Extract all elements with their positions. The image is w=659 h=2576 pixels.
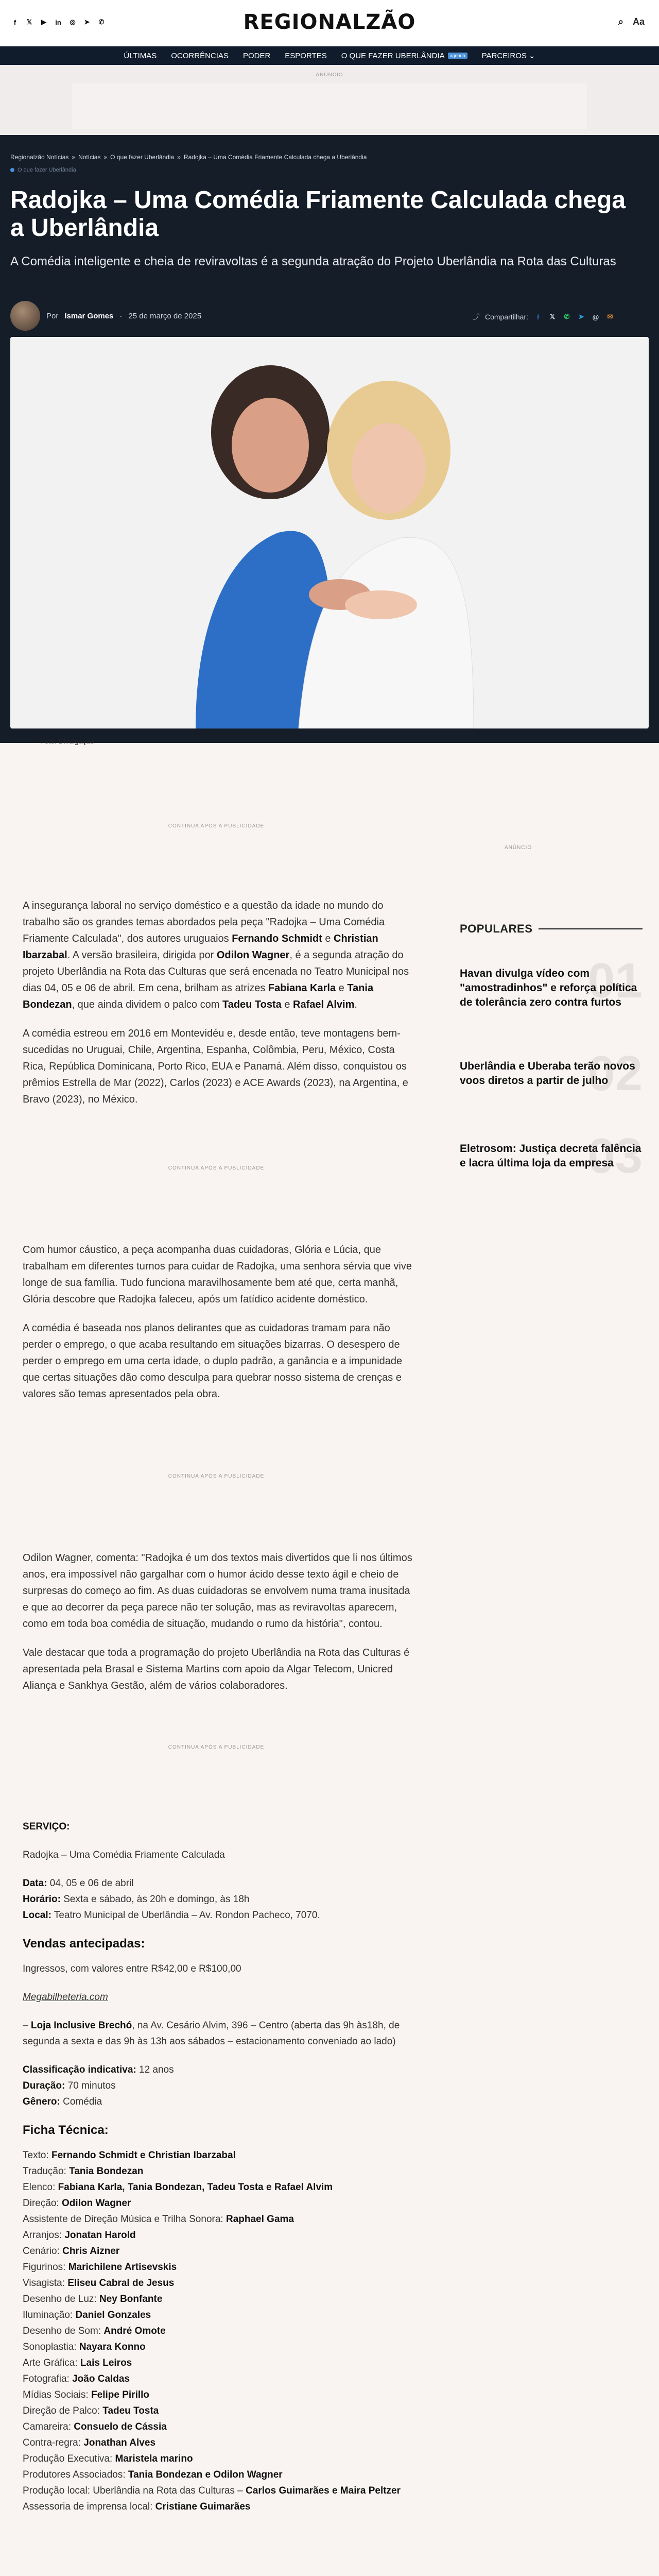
article-title: Radojka – Uma Comédia Friamente Calculada chega a Uberlândia — [10, 187, 626, 242]
ficha-person: Cristiane Guimarães — [155, 2501, 251, 2512]
ficha-row — [23, 2387, 414, 2403]
main-nav — [0, 46, 659, 65]
article-paragraph: Vale destacar que toda a programação do projeto Uberlândia na Rota das Culturas é apresentada pela Brasal e Sistema Martins com apoio da Algar Telecom, Unicred Aliança e Sankhya Gestão, além de vários colaboradores. — [23, 1647, 410, 1691]
ficha-role: Produção Executiva: — [23, 2453, 113, 2464]
bold-name: Fabiana Karla — [268, 982, 336, 994]
duracao-value: 70 minutos — [67, 2080, 116, 2091]
ficha-row — [23, 2291, 414, 2307]
duracao-label: Duração: — [23, 2080, 65, 2091]
publish-date: 25 de março de 2025 — [128, 311, 202, 320]
ficha-row — [23, 2419, 414, 2435]
site-logo[interactable]: REGIONALZÃO — [243, 10, 416, 34]
telegram-icon[interactable]: ➤ — [84, 18, 90, 26]
ficha-person: Tania Bondezan — [69, 2166, 144, 2177]
ficha-row — [23, 2163, 414, 2179]
service-heading-text: SERVIÇO: — [23, 1821, 70, 1832]
ficha-person: Carlos Guimarães e Maira Peltzer — [246, 2485, 401, 2496]
ficha-row — [23, 2371, 414, 2387]
ficha-row — [23, 2275, 414, 2291]
service-details — [23, 1875, 414, 1923]
threads-share-icon[interactable]: @ — [592, 313, 599, 321]
ficha-role: Fotografia: — [23, 2374, 70, 2384]
ficha-person: Ney Bonfante — [99, 2294, 163, 2304]
ficha-person: Fabiana Karla, Tania Bondezan, Tadeu Tosta e Rafael Alvim — [58, 2182, 333, 2193]
popular-rank: 02 — [587, 1046, 643, 1101]
nav-item-label: O QUE FAZER UBERLÂNDIA — [341, 51, 445, 60]
category-tag[interactable] — [10, 167, 76, 173]
ficha-role: Mídias Sociais: — [23, 2389, 89, 2400]
ingressos-text: Ingressos, com valores entre R$42,00 e R$100,00 — [23, 1963, 241, 1974]
article-paragraph: Odilon Wagner, comenta: "Radojka é um dos textos mais divertidos que li nos últimos anos, era impossível não gargalhar com o humor ácido desse texto ágil e cheio de surpresas do começo ao fim. As duas cuidadoras se envolvem numa trama inusitada e que ao decorrer da peça parece não ter solução, mas as reviravoltas aparecem, como em toda boa comédia de situação, mudando o rumo da história", contou. — [23, 1552, 412, 1630]
x-share-icon[interactable]: 𝕏 — [549, 313, 556, 320]
ficha-row — [23, 2403, 414, 2419]
font-size-toggle[interactable]: Aa — [632, 16, 645, 27]
vendas-heading: Vendas antecipadas: — [23, 1937, 145, 1951]
article-subtitle: A Comédia inteligente e cheia de reviravoltas é a segunda atração do Projeto Uberlândia na Rota das Culturas — [10, 255, 616, 268]
ad-label: ANÚNCIO — [316, 72, 343, 78]
genero-label: Gênero: — [23, 2096, 60, 2107]
article-paragraph: A comédia estreou em 2016 em Montevidéu e, desde então, teve montagens bem-sucedidas no Uruguai, Chile, Argentina, Espanha, Colômbia, Peru, México, Costa Rica, República Dominicana, Porto Rico, EUA e Panamá. Além disso, conquistou os prêmios Estrella de Mar (2022), Carlos (2023) e ACE Awards (2023), na Argentina, e Bravo (2023), no México. — [23, 1028, 408, 1105]
article-paragraph: Com humor cáustico, a peça acompanha duas cuidadoras, Glória e Lúcia, que trabalham em diferentes turnos para cuidar de Radojka, uma senhora sérvia que vive longe de sua família. Tudo funciona maravilhosamente bem até que, certa manhã, Glória descobre que Radojka faleceu, após um fatídico acidente doméstico. — [23, 1244, 412, 1305]
whatsapp-share-icon[interactable]: ✆ — [564, 313, 570, 320]
popular-title[interactable]: Havan divulga vídeo com "amostradinhos" e reforça política de tolerância zero contra furtos — [460, 968, 637, 1008]
share-label: Compartilhar: — [484, 313, 528, 321]
ficha-row — [23, 2451, 414, 2467]
popular-sidebar — [460, 922, 643, 1214]
bold-name: Fernando Schmidt — [232, 933, 322, 944]
heading-rule — [539, 928, 643, 929]
nav-item-parceiros[interactable]: PARCEIROS ⌄ — [481, 52, 535, 60]
ficha-role: Desenho de Luz: — [23, 2294, 97, 2304]
ficha-role: Tradução: — [23, 2166, 66, 2177]
email-share-icon[interactable]: ✉ — [607, 313, 613, 320]
bold-name: Christian Ibarzabal — [23, 933, 378, 961]
article-paragraph: A insegurança laboral no serviço doméstico e a questão da idade no mundo do trabalho são os grandes temas abordados pela peça "Radojka – Uma Comédia Friamente Calculada", dos autores uruguaios Fernando Schmidt e Christian Ibarzabal. A versão brasileira, dirigida por Odilon Wagner, é a segunda atração do projeto Uberlândia na Rota das Culturas que será encenada no Teatro Municipal nos dias 04, 05 e 06 de abril. Em cena, brilham as atrizes Fabiana Karla e Tania Bondezan, que ainda dividem o palco com Tadeu Tosta e Rafael Alvim. — [23, 900, 409, 1010]
facebook-icon[interactable]: f — [13, 18, 16, 26]
ficha-role: Produtores Associados: — [23, 2469, 126, 2480]
ficha-role: Sonoplastia: — [23, 2342, 77, 2352]
classificacao-block — [23, 2062, 414, 2110]
ficha-row — [23, 2147, 414, 2163]
breadcrumb-category[interactable]: O que fazer Uberlândia — [110, 154, 175, 161]
breadcrumb — [10, 154, 367, 161]
ficha-person: Maristela marino — [115, 2453, 193, 2464]
service-heading — [23, 1819, 414, 1835]
facebook-share-icon[interactable]: f — [536, 313, 540, 321]
bold-name: Tania Bondezan — [23, 982, 374, 1010]
dot-icon — [10, 168, 14, 172]
ad-label: ANÚNCIO — [505, 845, 532, 851]
nav-item-ocorrencias[interactable]: OCORRÊNCIAS — [171, 51, 229, 60]
ticket-link[interactable]: Megabilheteria.com — [23, 1992, 108, 2003]
sidebar-heading-text: POPULARES — [460, 922, 533, 935]
service-show: Radojka – Uma Comédia Friamente Calculada — [23, 1850, 225, 1860]
bold-name: Rafael Alvim — [293, 999, 355, 1010]
ficha-person: Daniel Gonzales — [75, 2310, 151, 2320]
ficha-role: Visagista: — [23, 2278, 65, 2289]
popular-rank: 03 — [587, 1128, 643, 1183]
ficha-role: Cenário: — [23, 2246, 60, 2257]
continue-label: CONTINUA APÓS A PUBLICIDADE — [168, 1744, 265, 1750]
ficha-person: Consuelo de Cássia — [74, 2421, 167, 2432]
breadcrumb-noticias[interactable]: Notícias — [78, 154, 101, 161]
author-avatar[interactable] — [10, 301, 40, 331]
ficha-row — [23, 2243, 414, 2259]
breadcrumb-sep: » — [103, 154, 108, 161]
whatsapp-icon[interactable]: ✆ — [98, 18, 105, 26]
local-label: Local: — [23, 1910, 51, 1921]
article-body — [23, 1550, 414, 1706]
breadcrumb-sep: » — [177, 154, 181, 161]
ficha-row — [23, 2211, 414, 2227]
bold-name: Tadeu Tosta — [222, 999, 282, 1010]
nav-item-o-que-fazer[interactable] — [341, 52, 467, 60]
share-bar — [473, 312, 615, 322]
classificacao-label: Classificação indicativa: — [23, 2064, 136, 2075]
ficha-person: Chris Aizner — [62, 2246, 120, 2257]
ficha-role: Figurinos: — [23, 2262, 66, 2273]
ficha-person: Fernando Schmidt e Christian Ibarzabal — [51, 2150, 236, 2161]
ficha-person: Eliseu Cabral de Jesus — [67, 2278, 175, 2289]
ficha-row — [23, 2179, 414, 2195]
ficha-person: Odilon Wagner — [62, 2198, 131, 2209]
popular-title[interactable]: Eletrosom: Justiça decreta falência e lacra última loja da empresa — [460, 1143, 641, 1169]
nav-item-poder[interactable]: PODER — [242, 51, 271, 60]
article-body — [23, 897, 414, 1120]
genero-value: Comédia — [63, 2096, 102, 2107]
ficha-row — [23, 2227, 414, 2243]
ficha-row — [23, 2323, 414, 2339]
breadcrumb-home[interactable]: Regionalzão Notícias — [10, 154, 69, 161]
article-body — [23, 1242, 414, 1415]
sidebar-heading — [460, 922, 643, 936]
article-hero — [0, 135, 659, 743]
ficha-row — [23, 2339, 414, 2355]
ficha-role: Assessoria de imprensa local: — [23, 2501, 153, 2512]
article-hero-image — [10, 337, 649, 728]
popular-item[interactable] — [460, 953, 643, 1039]
top-header — [0, 0, 659, 46]
ficha-role: Assistente de Direção Música e Trilha Sonora: — [23, 2214, 223, 2225]
ficha-row — [23, 2307, 414, 2323]
horario-value: Sexta e sábado, às 20h e domingo, às 18h — [63, 1894, 250, 1905]
nav-badge: agenda — [448, 53, 467, 59]
classificacao-value: 12 anos — [139, 2064, 174, 2075]
photo-caption — [10, 737, 94, 745]
ficha-person: Tadeu Tosta — [102, 2405, 159, 2416]
ficha-row — [23, 2499, 414, 2515]
ficha-person: Nayara Konno — [79, 2342, 146, 2352]
share-icon: ⤴ — [472, 313, 480, 321]
photo-credit: Foto: Divulgação — [40, 737, 95, 745]
ficha-row — [23, 2467, 414, 2483]
ficha-person: Marichilene Artisevskis — [68, 2262, 177, 2273]
ficha-role: Arte Gráfica: — [23, 2358, 78, 2368]
bold-name: Odilon Wagner — [216, 950, 290, 961]
search-icon[interactable]: ⌕ — [618, 16, 623, 27]
author-prefix: Por — [46, 311, 59, 320]
meta-sep: · — [119, 311, 123, 320]
ficha-person: Jonathan Alves — [83, 2437, 156, 2448]
x-icon[interactable]: 𝕏 — [26, 18, 32, 26]
author-name[interactable]: Ismar Gomes — [64, 311, 114, 320]
ficha-row — [23, 2435, 414, 2451]
continue-label: CONTINUA APÓS A PUBLICIDADE — [168, 1473, 265, 1479]
ficha-row — [23, 2195, 414, 2211]
popular-rank: 01 — [587, 953, 643, 1008]
loja-text: – Loja Inclusive Brechó, na Av. Cesário Alvim, 396 – Centro (aberta das 9h às18h, de segunda a sexta e das 9h às 13h aos sábados – estacionamento conveniado ao lado) — [23, 2020, 400, 2047]
ficha-role: Direção de Palco: — [23, 2405, 100, 2416]
ficha-role: Direção: — [23, 2198, 59, 2209]
ficha-person: Raphael Gama — [226, 2214, 294, 2225]
ficha-person: Felipe Pirillo — [91, 2389, 150, 2400]
article-meta — [10, 301, 201, 331]
article-paragraph: A comédia é baseada nos planos delirantes que as cuidadoras tramam para não perder o emprego, o que acaba resultando em situações bizarras. O desespero de perder o emprego em uma certa idade, o duplo padrão, a ganância e a impunidade que certas situações dão como desculpa para quebrar nosso sistema de crenças e valores são temas apresentados pela obra. — [23, 1323, 403, 1400]
telegram-share-icon[interactable]: ➤ — [578, 313, 584, 320]
horario-label: Horário: — [23, 1894, 61, 1905]
instagram-icon[interactable]: ◎ — [70, 18, 76, 26]
popular-title[interactable]: Uberlândia e Uberaba terão novos voos diretos a partir de julho — [460, 1060, 635, 1087]
ficha-row — [23, 2259, 414, 2275]
ficha-person: João Caldas — [72, 2374, 130, 2384]
ficha-role: Arranjos: — [23, 2230, 62, 2241]
bold-name: Loja Inclusive Brechó — [30, 2020, 132, 2031]
ficha-heading: Ficha Técnica: — [23, 2123, 109, 2137]
data-value: 04, 05 e 06 de abril — [49, 1878, 134, 1889]
ficha-role: Camareira: — [23, 2421, 71, 2432]
breadcrumb-sep: » — [72, 154, 76, 161]
ficha-role: Texto: — [23, 2150, 49, 2161]
nav-item-esportes[interactable]: ESPORTES — [285, 51, 327, 60]
ficha-row — [23, 2355, 414, 2371]
data-label: Data: — [23, 1878, 47, 1889]
ficha-tecnica-list — [23, 2147, 414, 2515]
service-section — [23, 1819, 414, 2515]
ficha-role: Iluminação: — [23, 2310, 73, 2320]
local-value: Teatro Municipal de Uberlândia – Av. Rondon Pacheco, 7070. — [54, 1910, 320, 1921]
continue-label: CONTINUA APÓS A PUBLICIDADE — [168, 823, 265, 829]
hero-photo-illustration — [10, 337, 649, 728]
continue-label: CONTINUA APÓS A PUBLICIDADE — [168, 1165, 265, 1171]
ficha-person: André Omote — [103, 2326, 166, 2336]
ficha-role: Produção local: Uberlândia na Rota das Culturas – — [23, 2485, 243, 2496]
ficha-person: Jonatan Harold — [64, 2230, 136, 2241]
ficha-row — [23, 2483, 414, 2499]
ficha-role: Elenco: — [23, 2182, 56, 2193]
ad-slot[interactable] — [72, 83, 587, 129]
ficha-person: Tania Bondezan e Odilon Wagner — [128, 2469, 283, 2480]
ficha-person: Lais Leiros — [80, 2358, 132, 2368]
popular-item[interactable] — [460, 1046, 643, 1131]
ficha-role: Contra-regra: — [23, 2437, 81, 2448]
ad-banner-top — [0, 65, 659, 135]
youtube-icon[interactable]: ▶ — [41, 18, 46, 26]
ficha-role: Desenho de Som: — [23, 2326, 101, 2336]
linkedin-icon[interactable]: in — [55, 18, 61, 26]
nav-item-ultimas[interactable]: ÚLTIMAS — [124, 51, 157, 60]
breadcrumb-current: Radojka – Uma Comédia Friamente Calculada chega a Uberlândia — [183, 154, 367, 161]
popular-item[interactable] — [460, 1128, 643, 1214]
category-label: O que fazer Uberlândia — [18, 167, 76, 173]
